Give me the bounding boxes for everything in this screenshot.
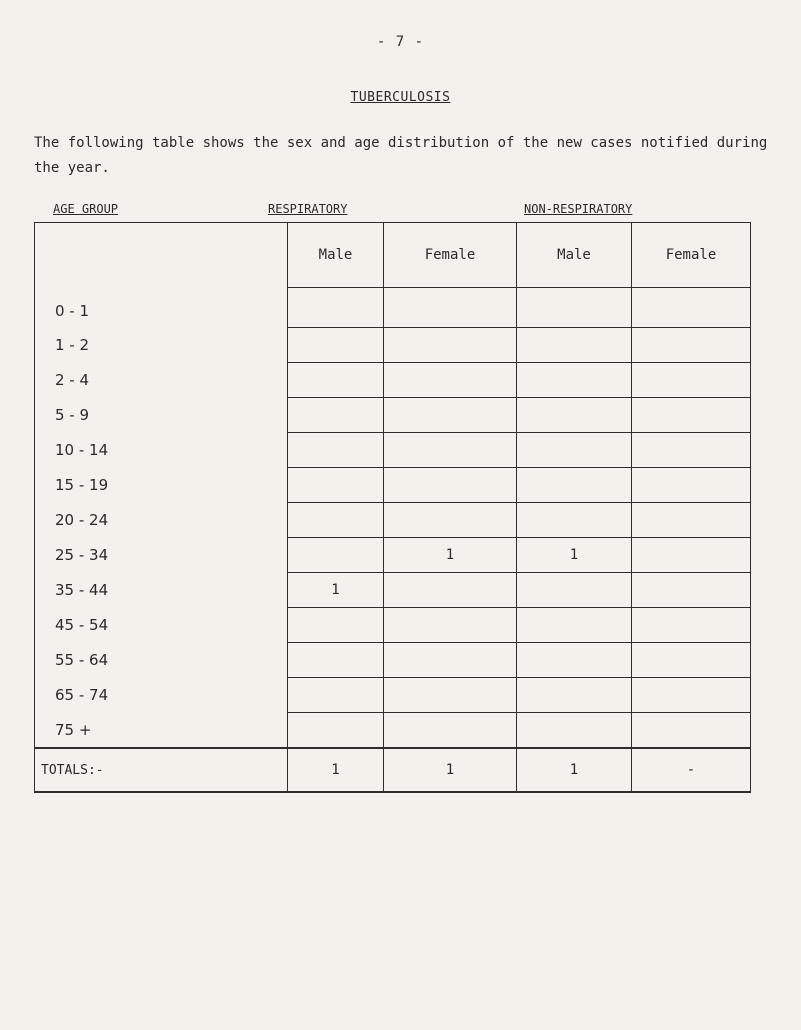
age-group-cell: 25 - 34 [35, 538, 288, 573]
respiratory-heading: RESPIRATORY [268, 202, 348, 216]
age-group-cell: 2 - 4 [35, 363, 288, 398]
non-respiratory-female-cell [632, 328, 751, 363]
respiratory-male-cell [288, 288, 384, 328]
non-respiratory-female-cell [632, 398, 751, 433]
age-group-cell: 1 - 2 [35, 328, 288, 363]
non-respiratory-male-cell [517, 678, 632, 713]
totals-row [35, 748, 751, 792]
respiratory-male-cell [288, 433, 384, 468]
respiratory-female-cell [384, 433, 517, 468]
total-respiratory-female: 1 [384, 748, 517, 792]
non-respiratory-female-cell [632, 678, 751, 713]
non-respiratory-female-cell [632, 608, 751, 643]
non-respiratory-male-cell [517, 328, 632, 363]
table-row [35, 503, 751, 538]
respiratory-male-cell [288, 713, 384, 749]
non-respiratory-female-header: Female [632, 223, 751, 288]
non-respiratory-heading: NON-RESPIRATORY [524, 202, 633, 216]
column-header-row [35, 223, 751, 288]
non-respiratory-female-cell [632, 713, 751, 749]
table-row [35, 398, 751, 433]
respiratory-female-cell [384, 678, 517, 713]
non-respiratory-male-cell [517, 643, 632, 678]
age-group-cell: 45 - 54 [35, 608, 288, 643]
table-row [35, 328, 751, 363]
totals-label: TOTALS:- [35, 748, 288, 792]
distribution-table [34, 222, 751, 793]
respiratory-female-cell [384, 468, 517, 503]
age-group-cell: 20 - 24 [35, 503, 288, 538]
non-respiratory-female-cell [632, 573, 751, 608]
non-respiratory-male-cell [517, 468, 632, 503]
non-respiratory-female-cell [632, 288, 751, 328]
non-respiratory-female-cell [632, 538, 751, 573]
non-respiratory-male-cell: 1 [517, 538, 632, 573]
total-respiratory-male: 1 [288, 748, 384, 792]
respiratory-male-cell [288, 503, 384, 538]
age-group-cell: 35 - 44 [35, 573, 288, 608]
table-row [35, 468, 751, 503]
respiratory-female-cell [384, 503, 517, 538]
respiratory-male-cell [288, 678, 384, 713]
respiratory-male-header: Male [288, 223, 384, 288]
age-column-header [35, 223, 288, 288]
respiratory-male-cell [288, 608, 384, 643]
respiratory-male-cell [288, 538, 384, 573]
table-row [35, 288, 751, 328]
respiratory-female-cell [384, 328, 517, 363]
page-number: - 7 - [376, 34, 425, 50]
table-row [35, 363, 751, 398]
respiratory-male-cell [288, 468, 384, 503]
age-group-cell: 5 - 9 [35, 398, 288, 433]
non-respiratory-female-cell [632, 433, 751, 468]
age-group-heading: AGE GROUP [53, 202, 119, 216]
table-row [35, 573, 751, 608]
non-respiratory-male-cell [517, 433, 632, 468]
total-non-respiratory-male: 1 [517, 748, 632, 792]
respiratory-male-cell [288, 328, 384, 363]
table-row [35, 433, 751, 468]
table-row [35, 643, 751, 678]
non-respiratory-female-cell [632, 503, 751, 538]
non-respiratory-female-cell [632, 363, 751, 398]
respiratory-female-header: Female [384, 223, 517, 288]
age-group-cell: 0 - 1 [35, 288, 288, 328]
non-respiratory-male-cell [517, 573, 632, 608]
non-respiratory-male-cell [517, 503, 632, 538]
non-respiratory-male-cell [517, 363, 632, 398]
respiratory-male-cell [288, 643, 384, 678]
total-non-respiratory-female: - [632, 748, 751, 792]
respiratory-male-cell: 1 [288, 573, 384, 608]
age-group-cell: 65 - 74 [35, 678, 288, 713]
table-row [35, 608, 751, 643]
table-row [35, 713, 751, 749]
age-group-cell: 55 - 64 [35, 643, 288, 678]
respiratory-female-cell [384, 643, 517, 678]
respiratory-female-cell [384, 398, 517, 433]
non-respiratory-male-header: Male [517, 223, 632, 288]
intro-paragraph: The following table shows the sex and age distribution of the new cases notified during the year. [34, 135, 768, 176]
respiratory-female-cell [384, 288, 517, 328]
respiratory-male-cell [288, 398, 384, 433]
non-respiratory-male-cell [517, 398, 632, 433]
respiratory-female-cell [384, 363, 517, 398]
table-row [35, 678, 751, 713]
page-title: TUBERCULOSIS [350, 90, 451, 105]
non-respiratory-female-cell [632, 468, 751, 503]
age-group-cell: 75 + [35, 713, 288, 749]
age-group-cell: 15 - 19 [35, 468, 288, 503]
respiratory-female-cell [384, 608, 517, 643]
non-respiratory-female-cell [632, 643, 751, 678]
respiratory-female-cell [384, 713, 517, 749]
respiratory-male-cell [288, 363, 384, 398]
table-row [35, 538, 751, 573]
non-respiratory-male-cell [517, 608, 632, 643]
respiratory-female-cell: 1 [384, 538, 517, 573]
non-respiratory-male-cell [517, 713, 632, 749]
non-respiratory-male-cell [517, 288, 632, 328]
respiratory-female-cell [384, 573, 517, 608]
age-group-cell: 10 - 14 [35, 433, 288, 468]
